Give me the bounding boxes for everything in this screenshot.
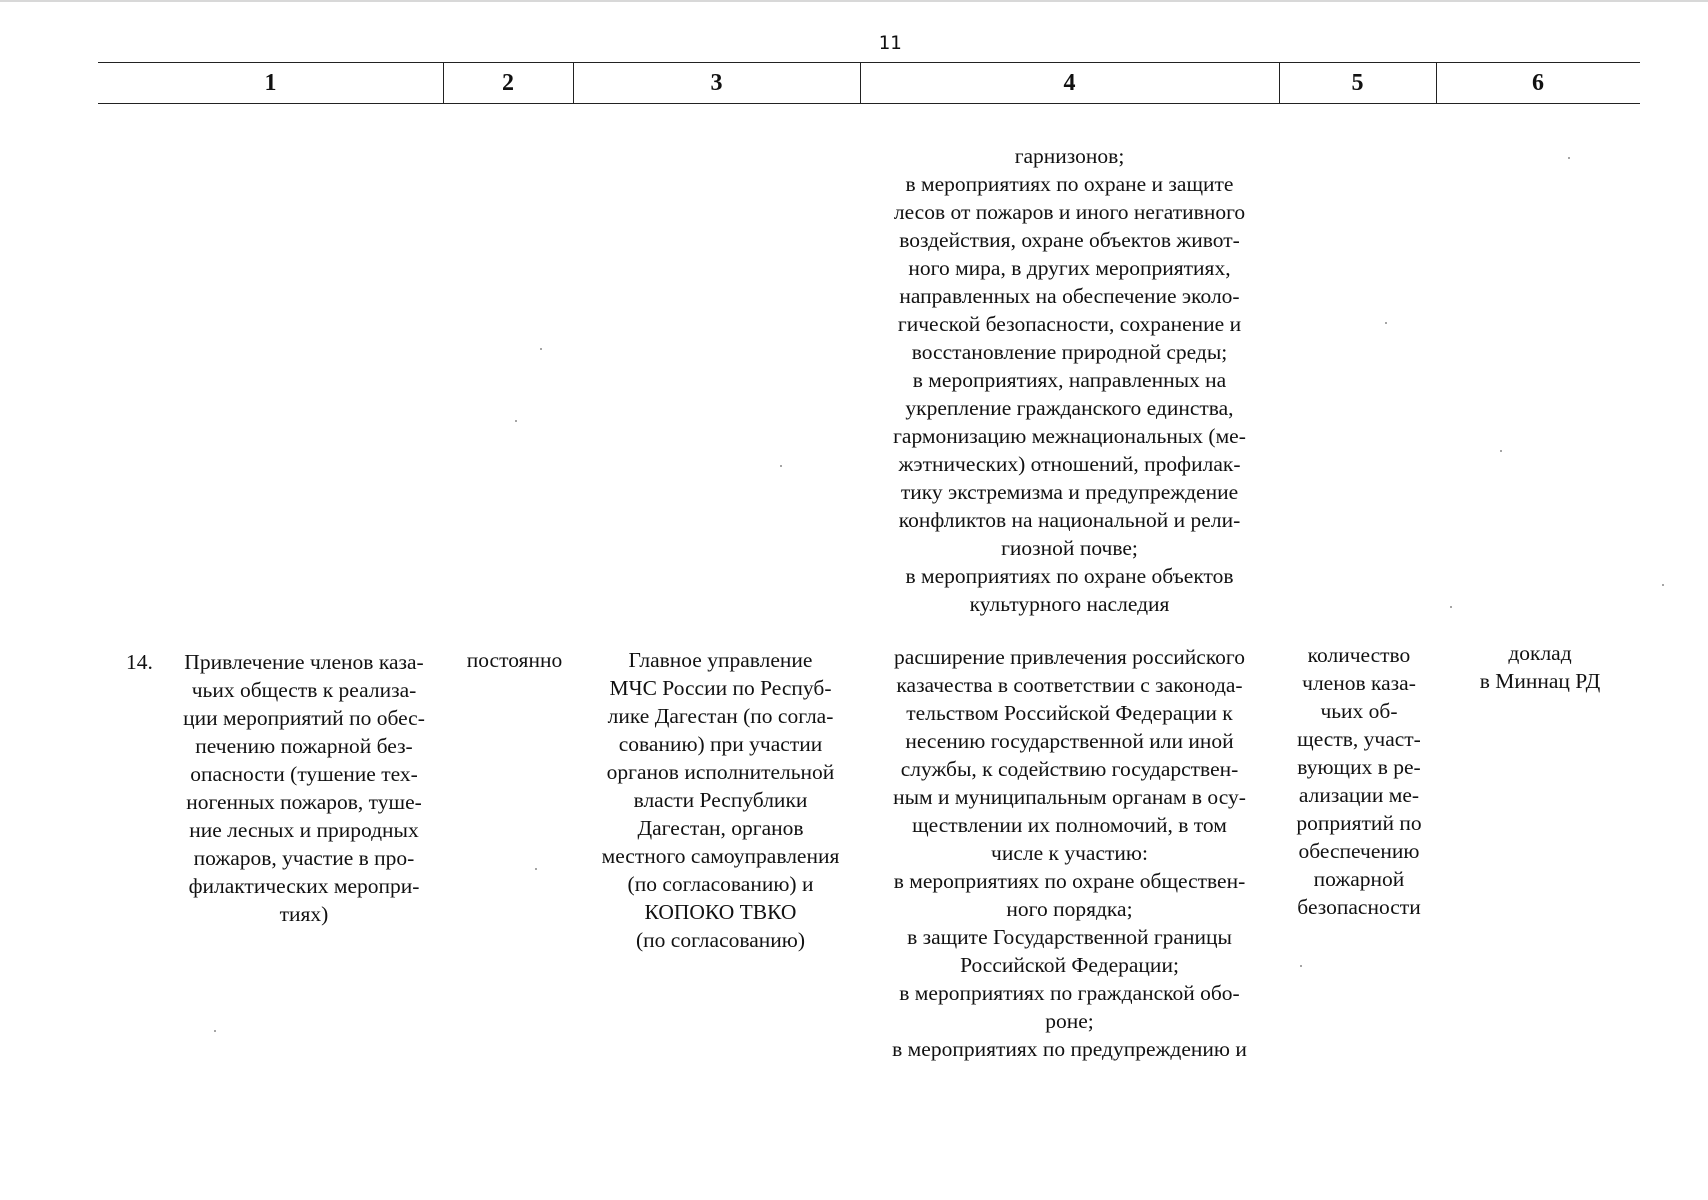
row14-col6-report xyxy=(1440,639,1640,695)
text-line: членов каза- xyxy=(1302,671,1416,695)
scan-speck xyxy=(214,1030,216,1032)
scan-speck xyxy=(1450,606,1452,608)
scan-speck xyxy=(780,465,782,467)
text-line: направленных на обеспечение эколо- xyxy=(899,284,1240,308)
row-number: 14. xyxy=(126,650,153,674)
scan-speck xyxy=(535,868,537,870)
text-line: несению государственной или иной xyxy=(905,729,1234,753)
text-line: количество xyxy=(1307,643,1411,667)
text-line: (по согласованию) и xyxy=(627,872,814,896)
scan-speck xyxy=(515,420,517,422)
text-line: в мероприятиях по гражданской обо- xyxy=(899,981,1240,1005)
text-line: постоянно xyxy=(466,648,563,672)
text-line: опасности (тушение тех- xyxy=(190,762,418,786)
row14-col3-responsible xyxy=(578,646,863,954)
text-line: в мероприятиях по охране объектов xyxy=(905,564,1234,588)
row14-col1-measure xyxy=(164,648,444,928)
text-line: пожарной xyxy=(1313,867,1405,891)
text-line: КОПОКО ТВКО xyxy=(644,900,797,924)
text-line: тику экстремизма и предупреждение xyxy=(900,480,1239,504)
text-line: тиях) xyxy=(279,902,329,926)
scan-edge xyxy=(0,0,1708,2)
text-line: казачества в соответствии с законода- xyxy=(896,673,1243,697)
column-header-2: 2 xyxy=(502,70,514,96)
scan-speck xyxy=(1300,965,1302,967)
text-line: культурного наследия xyxy=(969,592,1170,616)
text-line: в Миннац РД xyxy=(1479,669,1601,693)
column-header-4: 4 xyxy=(1063,70,1076,96)
text-line: воздействия, охране объектов живот- xyxy=(899,228,1240,252)
text-line: (по согласованию) xyxy=(635,928,806,952)
text-line: ществлении их полномочий, в том xyxy=(912,813,1227,837)
text-line: безопасности xyxy=(1297,895,1421,919)
text-line: ногенных пожаров, туше- xyxy=(186,790,422,814)
scan-speck xyxy=(1500,450,1502,452)
text-line: ществ, участ- xyxy=(1297,727,1421,751)
column-header-3: 3 xyxy=(710,70,723,96)
text-line: в мероприятиях по охране обществен- xyxy=(893,869,1246,893)
text-line: восстановление природной среды; xyxy=(911,340,1228,364)
text-line: доклад xyxy=(1508,641,1572,665)
text-line: гармонизацию межнациональных (ме- xyxy=(893,424,1246,448)
text-line: чьих обществ к реализа- xyxy=(191,678,417,702)
text-line: роприятий по xyxy=(1296,811,1422,835)
column-header-1: 1 xyxy=(264,70,277,96)
text-line: расширение привлечения российского xyxy=(894,645,1245,669)
text-line: тельством Российской Федерации к xyxy=(906,701,1233,725)
row14-col5-indicator xyxy=(1284,641,1434,921)
scan-speck xyxy=(1385,322,1387,324)
text-line: в мероприятиях, направленных на xyxy=(912,368,1227,392)
text-line: власти Республики xyxy=(633,788,808,812)
text-line: Дагестан, органов xyxy=(637,816,804,840)
text-line: жэтнических) отношений, профилак- xyxy=(898,452,1241,476)
row14-col2-term xyxy=(452,646,577,674)
row14-col4-result xyxy=(860,643,1279,1063)
text-line: филактических меропри- xyxy=(188,874,420,898)
scan-speck xyxy=(1662,584,1664,586)
header-top-rule xyxy=(98,62,1640,63)
text-line: ализации ме- xyxy=(1298,783,1420,807)
text-line: в мероприятиях по охране и защите xyxy=(905,172,1234,196)
text-line: гиозной почве; xyxy=(1001,536,1138,560)
text-line: ние лесных и природных xyxy=(189,818,419,842)
text-line: в мероприятиях по предупреждению и xyxy=(892,1037,1247,1061)
text-line: ного мира, в других мероприятиях, xyxy=(908,256,1231,280)
text-line: ции мероприятий по обес- xyxy=(183,706,425,730)
text-line: сованию) при участии xyxy=(618,732,823,756)
text-line: гарнизонов; xyxy=(1014,144,1125,168)
text-line: Российской Федерации; xyxy=(960,953,1179,977)
column-header-6: 6 xyxy=(1532,70,1544,96)
text-line: МЧС России по Респуб- xyxy=(609,676,832,700)
text-line: местного самоуправления xyxy=(601,844,840,868)
scan-speck xyxy=(1568,157,1570,159)
text-line: укрепление гражданского единства, xyxy=(905,396,1234,420)
text-line: службы, к содействию государствен- xyxy=(900,757,1239,781)
text-line: лике Дагестан (по согла- xyxy=(607,704,834,728)
text-line: числе к участию: xyxy=(991,841,1148,865)
text-line: обеспечению xyxy=(1298,839,1420,863)
text-line: в защите Государственной границы xyxy=(907,925,1232,949)
text-line: вующих в ре- xyxy=(1297,755,1421,779)
text-line: лесов от пожаров и иного негативного xyxy=(893,200,1246,224)
text-line: печению пожарной без- xyxy=(195,734,413,758)
text-line: конфликтов на национальной и рели- xyxy=(898,508,1241,532)
page-number: 11 xyxy=(878,32,902,54)
text-line: роне; xyxy=(1045,1009,1094,1033)
text-line: ного порядка; xyxy=(1006,897,1133,921)
column-header-5: 5 xyxy=(1351,70,1364,96)
text-line: органов исполнительной xyxy=(606,760,835,784)
text-line: пожаров, участие в про- xyxy=(193,846,415,870)
text-line: ным и муниципальным органам в осу- xyxy=(893,785,1246,809)
text-line: Привлечение членов каза- xyxy=(184,650,424,674)
text-line: Главное управление xyxy=(628,648,813,672)
text-line: гической безопасности, сохранение и xyxy=(897,312,1242,336)
continuation-col4-text xyxy=(860,142,1279,618)
header-bottom-rule xyxy=(98,103,1640,104)
text-line: чьих об- xyxy=(1320,699,1398,723)
scan-speck xyxy=(540,348,542,350)
